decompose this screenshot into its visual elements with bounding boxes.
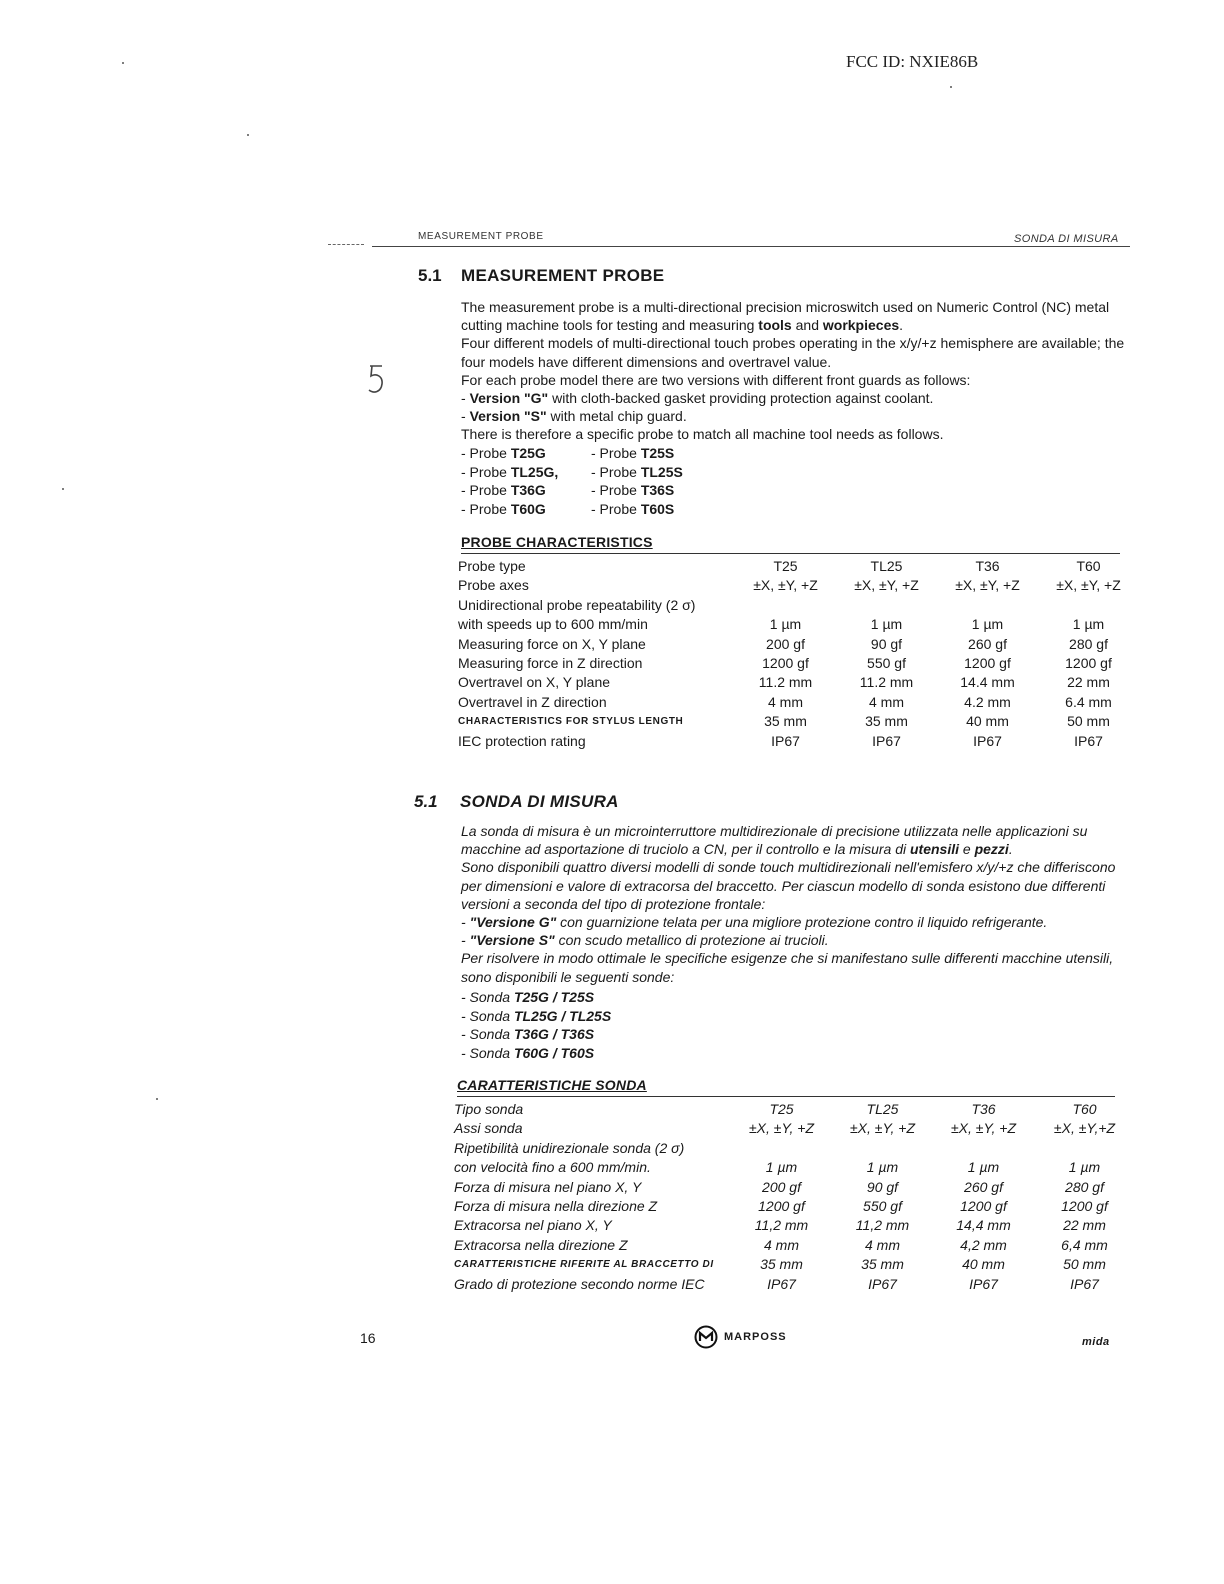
header-dash-mark [328, 244, 364, 245]
scan-speck [247, 134, 249, 136]
table-cell [1038, 596, 1139, 615]
probe-model: T60G [510, 500, 546, 517]
table-cell: 6.4 mm [1065, 693, 1112, 710]
bold-term: "Versione S" [469, 932, 555, 949]
table-cell: 1 µm [967, 1159, 1000, 1176]
text-run: - Sonda [461, 1026, 514, 1042]
table-row [458, 693, 1139, 712]
text-run: Four different models of multi-directional touch probes operating in the x/y/+z hemisphere are available; the four models have different dimensions and overtravel value. [461, 335, 1125, 370]
table-title-it: CARATTERISTICHE SONDA [457, 1077, 647, 1093]
intro-it [461, 822, 1124, 986]
table-cell: IP67 [868, 1275, 897, 1292]
fcc-id: FCC ID: NXIE86B [846, 52, 979, 71]
table-row [454, 1216, 1135, 1235]
probe-s-version [591, 463, 683, 482]
row-label: Ripetibilità unidirezionale sonda (2 σ) [454, 1139, 685, 1156]
text-run: - [461, 408, 470, 425]
text-run: La sonda di misura è un microinterruttore multidirezionale di precisione utilizzata nelle applicazioni su macchine ad asportazione di truciolo a CN, per il controllo e la misura di [461, 823, 1088, 858]
logo-text: MARPOSS [724, 1331, 787, 1343]
row-label: Grado di protezione secondo norme IEC [454, 1275, 705, 1292]
probe-list-item [461, 1025, 611, 1044]
intro-paragraph [461, 425, 1126, 443]
table-row [454, 1119, 1135, 1138]
table-cell: 35 mm [861, 1256, 904, 1273]
table-cell: 90 gf [866, 1178, 899, 1195]
table-cell: 14.4 mm [960, 674, 1015, 691]
intro-paragraph [461, 298, 1126, 334]
table-cell: 550 gf [867, 655, 906, 672]
table-cell: 1200 gf [960, 1198, 1007, 1215]
spec-table-it [454, 1100, 1135, 1294]
table-cell: IP67 [1070, 1275, 1099, 1292]
table-cell: 1 µm [866, 1159, 899, 1176]
table-cell: IP67 [872, 732, 901, 749]
table-cell [832, 1139, 933, 1158]
header-left: MEASUREMENT PROBE [418, 231, 544, 242]
table-cell: TL25 [866, 1101, 899, 1117]
probe-model: T25G [510, 445, 546, 461]
table-cell: 50 mm [1063, 1256, 1106, 1273]
table-row [458, 673, 1139, 692]
table-row [458, 557, 1139, 576]
row-label: Measuring force on X, Y plane [458, 635, 646, 652]
table-cell: IP67 [771, 732, 800, 749]
probe-s-version [591, 500, 674, 519]
row-label: Probe axes [458, 577, 529, 594]
table-cell: 35 mm [865, 713, 908, 730]
table-row [454, 1139, 1135, 1158]
intro-paragraph [461, 949, 1124, 985]
probe-model: T60S [640, 500, 675, 517]
table-cell: 4 mm [869, 693, 904, 710]
table-cell [933, 1139, 1034, 1158]
table-cell: T25 [773, 558, 798, 574]
table-cell: TL25 [870, 558, 903, 574]
section-number-it: 5.1 [414, 792, 438, 811]
table-cell: ±X, ±Y, +Z [854, 577, 919, 594]
intro-en [461, 298, 1126, 444]
table-cell: 4.2 mm [964, 693, 1011, 710]
bold-term: Version "G" [469, 390, 549, 407]
table-cell: 1 µm [1072, 616, 1105, 633]
probe-g-version [461, 444, 591, 463]
margin-section-mark [366, 362, 388, 402]
probe-model: TL25G, [510, 463, 559, 480]
table-cell: 35 mm [760, 1256, 803, 1273]
table-cell [1034, 1139, 1135, 1158]
table-row [454, 1158, 1135, 1177]
probe-model: TL25S [640, 463, 683, 480]
table-cell: 11,2 mm [754, 1217, 809, 1234]
intro-paragraph [461, 931, 1124, 949]
intro-paragraph [461, 371, 1126, 389]
table-cell: 22 mm [1063, 1217, 1106, 1234]
table-cell [735, 596, 836, 615]
table-rule-en [461, 553, 1120, 554]
row-label: Measuring force in Z direction [458, 655, 643, 672]
table-cell: 260 gf [964, 1178, 1003, 1195]
probe-model: T36S [640, 482, 675, 498]
table-title-en: PROBE CHARACTERISTICS [461, 534, 653, 550]
bold-term: workpieces [822, 317, 900, 334]
text-run: . [1008, 841, 1013, 858]
row-label: Overtravel in Z direction [458, 693, 607, 710]
scan-speck [950, 86, 952, 88]
table-cell: ±X, ±Y, +Z [849, 1120, 916, 1137]
table-cell: 35 mm [764, 713, 807, 730]
text-run: and [791, 317, 823, 334]
table-row [454, 1197, 1135, 1216]
text-run: . [899, 317, 904, 334]
text-run: Per risolvere in modo ottimale le specifiche esigenze che si manifestano sulle differenti macchine utensili, sono disponibili le seguenti sonde: [461, 950, 1114, 985]
probe-g-version [461, 500, 591, 519]
probe-list-item [461, 1007, 611, 1026]
table-cell: T60 [1076, 558, 1101, 574]
table-row [454, 1178, 1135, 1197]
probe-list-item [461, 444, 683, 463]
table-cell: 90 gf [870, 635, 903, 652]
table-row [454, 1100, 1135, 1119]
bold-term: tools [758, 317, 792, 334]
text-run: The measurement probe is a multi-directional precision microswitch used on Numeric Control (NC) metal cutting machine tools for testing and measuring [461, 299, 1110, 334]
text-run: Sono disponibili quattro diversi modelli di sonde touch multidirezionali nell'emisfero x/y/+z che differiscono per dimensioni e valore di extracorsa del braccetto. Per ciascun modello di sonda esistono due differenti versioni a seconda del tipo di protezione frontale: [461, 859, 1116, 912]
table-cell: 1 µm [1068, 1159, 1101, 1176]
probe-s-version [591, 444, 674, 463]
text-run: - [461, 914, 470, 931]
table-cell: T60 [1072, 1101, 1097, 1117]
text-run: - Probe [461, 463, 511, 480]
row-label: Extracorsa nel piano X, Y [454, 1217, 612, 1234]
table-cell: ±X, ±Y,+Z [1053, 1120, 1116, 1137]
row-label: con velocità fino a 600 mm/min. [454, 1159, 651, 1176]
table-cell: 1 µm [765, 1159, 798, 1176]
table-cell: 11,2 mm [855, 1217, 910, 1234]
bold-term: Version "S" [469, 408, 547, 425]
table-cell: 1200 gf [762, 655, 809, 672]
table-rule-it [457, 1096, 1115, 1097]
table-cell: 1200 gf [1061, 1198, 1108, 1215]
scan-speck [122, 62, 124, 64]
table-cell: 280 gf [1065, 1178, 1104, 1195]
table-cell [937, 596, 1038, 615]
probe-g-version [461, 463, 591, 482]
probe-list-it [461, 988, 611, 1062]
table-row [458, 712, 1139, 731]
probe-list-item [461, 1044, 611, 1063]
header-rule [372, 246, 1130, 247]
intro-paragraph [461, 389, 1126, 407]
bold-term: "Versione G" [469, 914, 557, 931]
table-row [458, 654, 1139, 673]
table-cell: ±X, ±Y, +Z [1056, 577, 1121, 594]
table-row [454, 1236, 1135, 1255]
bold-term: utensili [910, 841, 960, 858]
scan-speck [156, 1098, 158, 1100]
probe-model: TL25G / TL25S [513, 1007, 612, 1024]
section-number-en: 5.1 [418, 266, 442, 285]
table-row [454, 1255, 1135, 1274]
table-cell: 1 µm [769, 616, 802, 633]
row-label: Assi sonda [454, 1120, 523, 1137]
table-cell: 1 µm [971, 616, 1004, 633]
text-run: e [959, 841, 975, 858]
table-cell: 40 mm [962, 1256, 1005, 1273]
table-cell: 4,2 mm [960, 1236, 1007, 1253]
table-row [458, 576, 1139, 595]
row-label: with speeds up to 600 mm/min [458, 616, 648, 633]
row-label: Forza di misura nel piano X, Y [454, 1178, 642, 1195]
table-cell: 14,4 mm [956, 1217, 1011, 1234]
table-cell: IP67 [767, 1275, 796, 1292]
text-run: - Sonda [461, 989, 514, 1005]
probe-model: T25G / T25S [513, 989, 595, 1005]
text-run: - Sonda [461, 1007, 514, 1024]
table-cell: 11.2 mm [859, 674, 914, 691]
table-row [458, 615, 1139, 634]
text-run: - Probe [461, 445, 511, 461]
table-cell: 260 gf [968, 635, 1007, 652]
probe-model: T60G / T60S [513, 1044, 595, 1061]
table-cell: IP67 [1074, 732, 1103, 749]
probe-s-version [591, 481, 674, 500]
table-cell: 280 gf [1069, 635, 1108, 652]
probe-list-item [461, 988, 611, 1007]
row-label: Extracorsa nella direzione Z [454, 1236, 628, 1253]
table-row [454, 1275, 1135, 1294]
probe-list-item [461, 463, 683, 482]
table-cell: 1200 gf [758, 1198, 805, 1215]
text-run: - Probe [591, 445, 641, 461]
text-run: - [461, 932, 470, 949]
text-run: con guarnizione telata per una migliore protezione contro il liquido refrigerante. [556, 914, 1048, 931]
section-title-en: MEASUREMENT PROBE [461, 266, 665, 285]
table-cell: 1200 gf [964, 655, 1011, 672]
table-cell: T25 [769, 1101, 794, 1117]
text-run: For each probe model there are two versions with different front guards as follows: [461, 371, 971, 388]
table-row [458, 596, 1139, 615]
row-label: CHARACTERISTICS FOR STYLUS LENGTH [458, 716, 684, 728]
probe-model: T36G / T36S [513, 1026, 595, 1042]
text-run: - Probe [461, 482, 511, 498]
table-cell: 22 mm [1067, 674, 1110, 691]
text-run: with cloth-backed gasket providing protection against coolant. [548, 390, 934, 407]
probe-list-item [461, 481, 683, 500]
marposs-logo [694, 1325, 787, 1349]
table-cell: IP67 [969, 1275, 998, 1292]
row-label: Probe type [458, 558, 526, 574]
table-cell: ±X, ±Y, +Z [748, 1120, 815, 1137]
text-run: There is therefore a specific probe to match all machine tool needs as follows. [461, 426, 944, 443]
table-cell: 1200 gf [1065, 655, 1112, 672]
text-run: - [461, 390, 470, 407]
table-cell: 4 mm [768, 693, 803, 710]
row-label: Overtravel on X, Y plane [458, 674, 611, 691]
brand-mida: mida [1082, 1336, 1110, 1348]
probe-model: T36G [510, 482, 546, 498]
table-cell [731, 1139, 832, 1158]
row-label: Unidirectional probe repeatability (2 σ) [458, 596, 696, 613]
table-cell: T36 [975, 558, 1000, 574]
table-cell: 1 µm [870, 616, 903, 633]
bold-term: pezzi [974, 841, 1009, 858]
section-title-it: SONDA DI MISURA [460, 792, 619, 811]
text-run: with metal chip guard. [546, 408, 687, 425]
probe-list-item [461, 500, 683, 519]
table-cell: 11.2 mm [758, 674, 813, 691]
probe-model: T25S [640, 445, 675, 461]
probe-g-version [461, 481, 591, 500]
table-cell: 550 gf [863, 1198, 902, 1215]
text-run: - Probe [461, 500, 511, 517]
text-run: - Probe [591, 500, 641, 517]
table-cell: ±X, ±Y, +Z [753, 577, 818, 594]
table-cell: ±X, ±Y, +Z [955, 577, 1020, 594]
intro-paragraph [461, 858, 1124, 913]
table-cell: 50 mm [1067, 713, 1110, 730]
table-cell: ±X, ±Y, +Z [950, 1120, 1017, 1137]
table-cell: 200 gf [766, 635, 805, 652]
intro-paragraph [461, 334, 1126, 370]
table-cell: 4 mm [764, 1236, 799, 1253]
intro-paragraph [461, 913, 1124, 931]
probe-list-en [461, 444, 683, 518]
marposs-logo-icon [694, 1325, 718, 1349]
table-cell: 200 gf [762, 1178, 801, 1195]
intro-paragraph [461, 822, 1124, 858]
row-label: Tipo sonda [454, 1101, 524, 1117]
table-cell [836, 596, 937, 615]
table-cell: IP67 [973, 732, 1002, 749]
table-row [458, 732, 1139, 751]
text-run: - Probe [591, 463, 641, 480]
intro-paragraph [461, 407, 1126, 425]
page-number: 16 [360, 1330, 376, 1346]
text-run: - Probe [591, 482, 641, 498]
table-row [458, 635, 1139, 654]
scan-speck [62, 488, 64, 490]
text-run: - Sonda [461, 1044, 514, 1061]
spec-table-en [458, 557, 1139, 751]
table-cell: 40 mm [966, 713, 1009, 730]
row-label: IEC protection rating [458, 732, 586, 749]
row-label: Forza di misura nella direzione Z [454, 1198, 658, 1215]
header-right: SONDA DI MISURA [1014, 233, 1119, 245]
table-cell: 4 mm [865, 1236, 900, 1253]
table-cell: T36 [971, 1101, 996, 1117]
row-label: CARATTERISTICHE RIFERITE AL BRACCETTO DI [454, 1259, 714, 1271]
text-run: con scudo metallico di protezione ai trucioli. [554, 932, 829, 949]
table-cell: 6,4 mm [1061, 1236, 1108, 1253]
